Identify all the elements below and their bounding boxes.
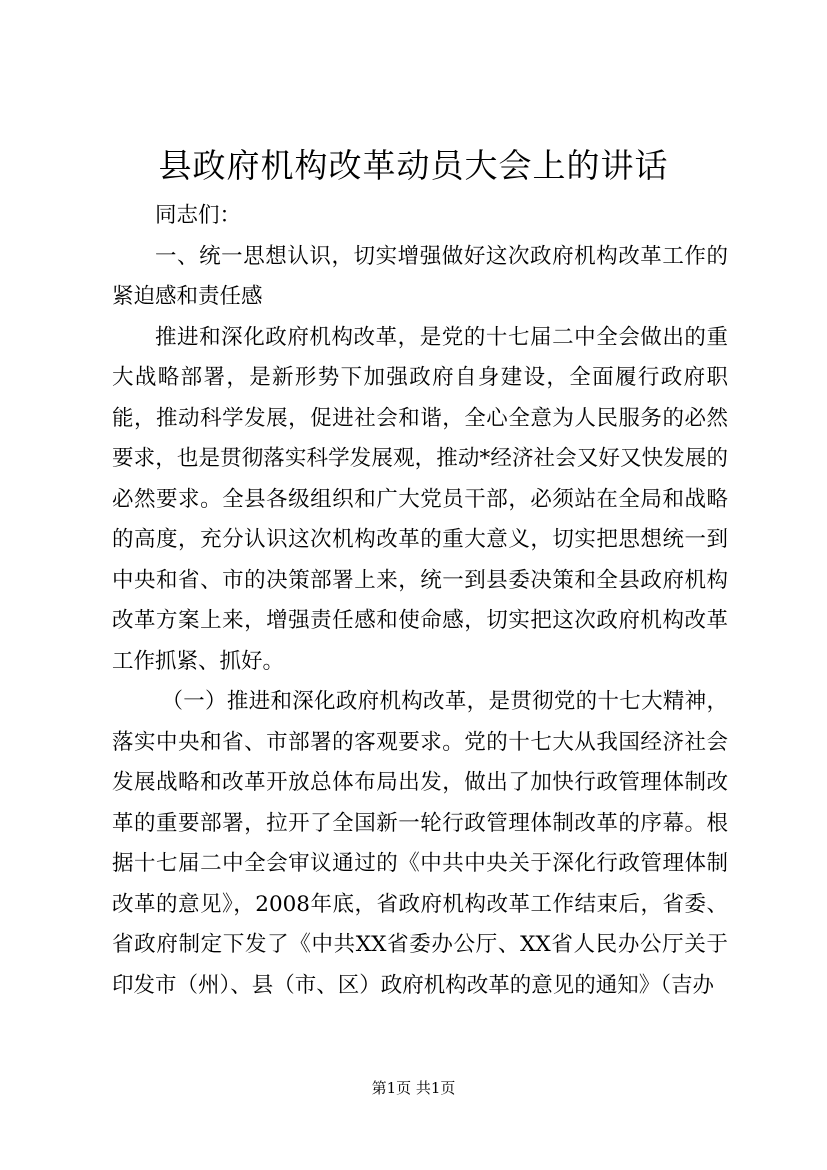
section-heading: 一、统一思想认识，切实增强做好这次政府机构改革工作的紧迫感和责任感: [112, 243, 728, 309]
page-footer: 第1页 共1页: [371, 1079, 456, 1097]
body-paragraph-2: （一）推进和深化政府机构改革，是贯彻党的十七大精神，落实中央和省、市部署的客观要求。党的十七大从我国经济社会发展战略和改革开放总体布局出发，做出了加快行政管理体制改革的重要部署，拉开了全国新一轮行政管理体制改革的序幕。根据十七届二中全会审议通过的《中共中央关于深化行政管理体制改革的意见》，2008年底，省政府机构改革工作结束后，省委、省政府制定下发了《中共XX省委办公厅、XX省人民办公厅关于印发市（州）、县（市、区）政府机构改革的意见的通知》（吉办: [112, 689, 728, 998]
greeting: 同志们：: [155, 203, 242, 228]
document-body: [112, 196, 728, 1006]
body-paragraph-1: 推进和深化政府机构改革，是党的十七届二中全会做出的重大战略部署，是新形势下加强政府自身建设，全面履行政府职能，推动科学发展，促进社会和谐，全心全意为人民服务的必然要求，也是贯彻落实科学发展观，推动*经济社会又好又快发展的必然要求。全县各级组织和广大党员干部，必须站在全局和战略的高度，充分认识这次机构改革的重大意义，切实把思想统一到中央和省、市的决策部署上来，统一到县委决策和全县政府机构改革方案上来，增强责任感和使命感，切实把这次政府机构改革工作抓紧、抓好。: [112, 324, 728, 674]
document-title: 县政府机构改革动员大会上的讲话: [158, 146, 669, 185]
